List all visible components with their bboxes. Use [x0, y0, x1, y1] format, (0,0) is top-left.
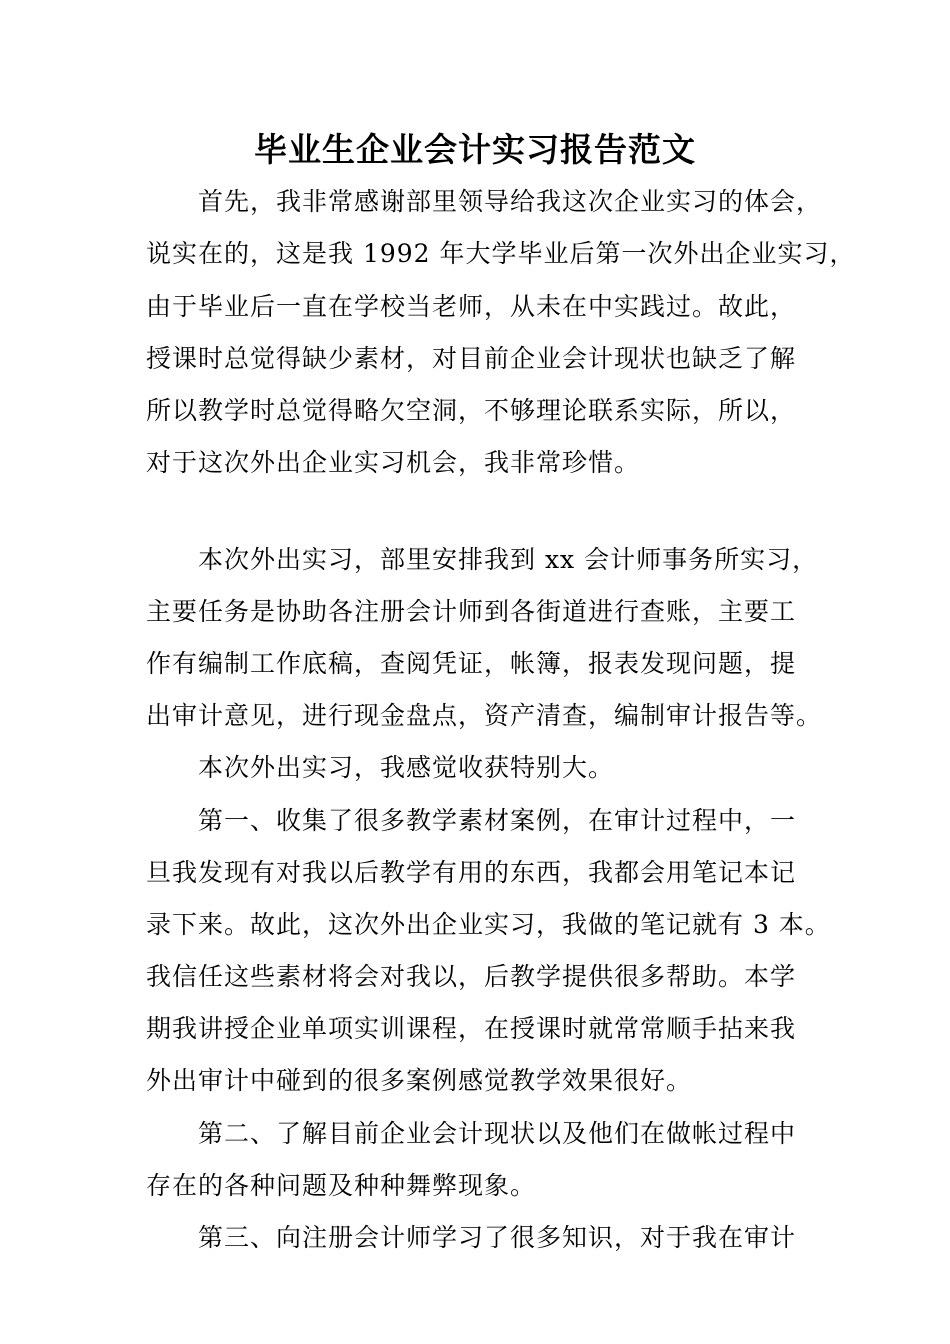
- text-line: 所以教学时总觉得略欠空洞，不够理论联系实际，所以，: [146, 396, 797, 425]
- text-line: 主要任务是协助各注册会计师到各街道进行查账，主要工: [146, 597, 797, 626]
- text-line: 第三、向注册会计师学习了很多知识，对于我在审计: [146, 1223, 797, 1252]
- text-line: 说实在的，这是我 1992 年大学毕业后第一次外出企业实习，: [146, 239, 856, 268]
- text-line: 由于毕业后一直在学校当老师，从未在中实践过。故此，: [146, 292, 797, 321]
- text-line: 第一、收集了很多教学素材案例，在审计过程中，一: [146, 806, 797, 835]
- text-line: 出审计意见，进行现金盘点，资产清查，编制审计报告等。: [146, 701, 823, 730]
- text-line: 首先，我非常感谢部里领导给我这次企业实习的体会，: [146, 187, 823, 216]
- text-line: 授课时总觉得缺少素材，对目前企业会计现状也缺乏了解: [146, 344, 797, 373]
- text-line: 录下来。故此，这次外出企业实习，我做的笔记就有 3 本。: [146, 910, 831, 939]
- text-line: 旦我发现有对我以后教学有用的东西，我都会用笔记本记: [146, 858, 797, 887]
- text-line: 我信任这些素材将会对我以，后教学提供很多帮助。本学: [146, 962, 797, 991]
- text-line: 存在的各种问题及种种舞弊现象。: [146, 1171, 537, 1200]
- text-line: 期我讲授企业单项实训课程，在授课时就常常顺手拈来我: [146, 1014, 797, 1043]
- text-line: 作有编制工作底稿，查阅凭证，帐簿，报表发现问题，提: [146, 649, 797, 678]
- text-line: 本次外出实习，我感觉收获特别大。: [146, 753, 615, 782]
- text-line: 对于这次外出企业实习机会，我非常珍惜。: [146, 448, 641, 477]
- text-line: 本次外出实习，部里安排我到 xx 会计师事务所实习，: [146, 545, 819, 574]
- text-line: 第二、了解目前企业会计现状以及他们在做帐过程中: [146, 1119, 797, 1148]
- document-title: 毕业生企业会计实习报告范文: [254, 130, 696, 169]
- text-line: 外出审计中碰到的很多案例感觉教学效果很好。: [146, 1066, 693, 1095]
